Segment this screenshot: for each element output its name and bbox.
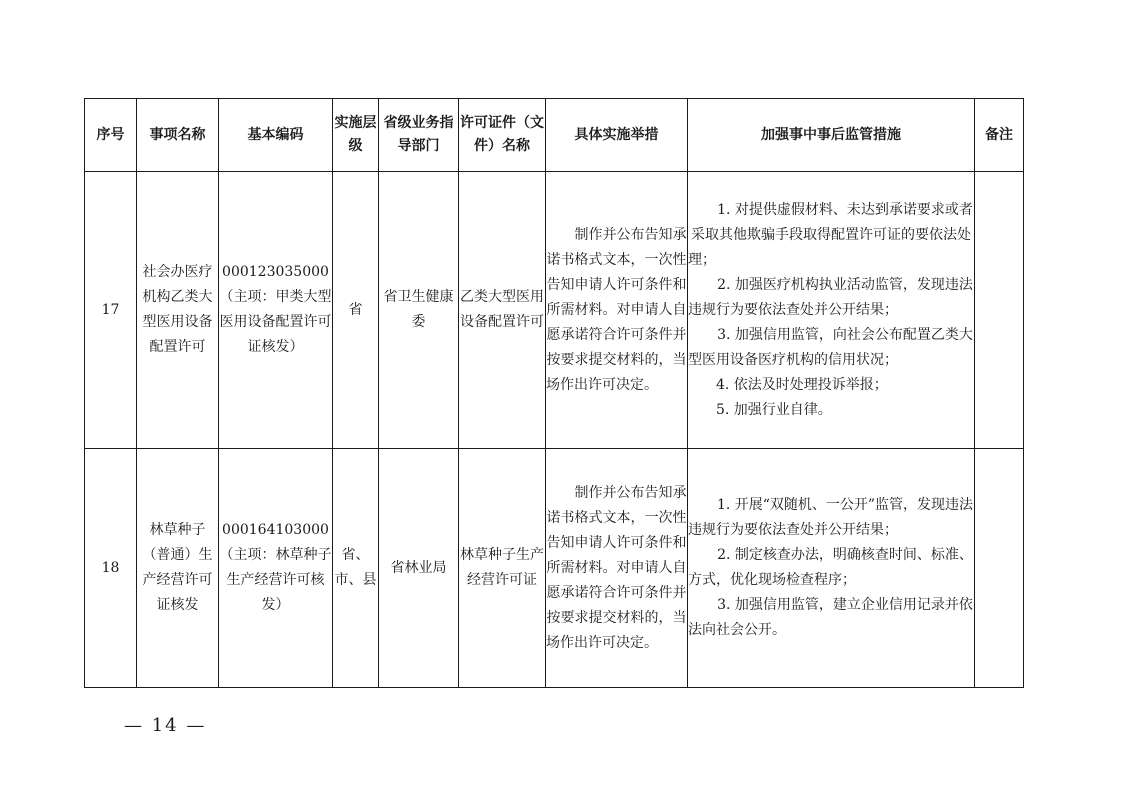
row-implementation: 制作并公布告知承诺书格式文本，一次性告知申请人许可条件和所需材料。对申请人自愿承诺符合许可条件并按要求提交材料的，当场作出许可决定。 <box>546 449 688 688</box>
row-level: 省、市、县 <box>333 449 379 688</box>
measure-item: 3. 加强信用监管，建立企业信用记录并依法向社会公开。 <box>688 597 973 638</box>
row-seq: 17 <box>85 172 137 449</box>
table-row <box>85 172 1024 449</box>
row-implementation: 制作并公布告知承诺书格式文本，一次性告知申请人许可条件和所需材料。对申请人自愿承诺符合许可条件并按要求提交材料的，当场作出许可决定。 <box>546 172 688 449</box>
row-measures <box>688 172 975 449</box>
measure-item: 1. 对提供虚假材料、未达到承诺要求或者采取其他欺骗手段取得配置许可证的要依法处理； <box>688 201 973 268</box>
header-license: 许可证件（文件）名称 <box>459 99 546 172</box>
header-implementation: 具体实施举措 <box>546 99 688 172</box>
measure-item: 4. 依法及时处理投诉举报； <box>716 376 888 393</box>
header-remarks: 备注 <box>975 99 1024 172</box>
page-number: — 14 — <box>124 715 207 736</box>
header-name: 事项名称 <box>137 99 219 172</box>
row-basic-code: 000123035000（主项：甲类大型医用设备配置许可证核发） <box>219 172 333 449</box>
row-license-name: 乙类大型医用设备配置许可 <box>459 172 546 449</box>
row-remarks <box>975 172 1024 449</box>
header-measures: 加强事中事后监管措施 <box>688 99 975 172</box>
measure-item: 1. 开展“双随机、一公开”监管，发现违法违规行为要依法查处并公开结果； <box>688 497 974 538</box>
header-level: 实施层级 <box>333 99 379 172</box>
row-department: 省卫生健康委 <box>379 172 459 449</box>
row-measures <box>688 449 975 688</box>
header-seq: 序号 <box>85 99 137 172</box>
measure-item: 2. 制定核查办法，明确核查时间、标准、方式，优化现场检查程序； <box>688 547 973 588</box>
row-remarks <box>975 449 1024 688</box>
row-basic-code: 000164103000（主项：林草种子生产经营许可核发） <box>219 449 333 688</box>
measure-item: 2. 加强医疗机构执业活动监管，发现违法违规行为要依法查处并公开结果； <box>688 276 973 318</box>
row-item-name: 林草种子（普通）生产经营许可证核发 <box>137 449 219 688</box>
row-license-name: 林草种子生产经营许可证 <box>459 449 546 688</box>
row-item-name: 社会办医疗机构乙类大型医用设备配置许可 <box>137 172 219 449</box>
measure-item: 3. 加强信用监管，向社会公布配置乙类大型医用设备医疗机构的信用状况； <box>688 326 973 368</box>
header-code: 基本编码 <box>219 99 333 172</box>
regulation-table <box>84 98 1024 688</box>
header-dept: 省级业务指导部门 <box>379 99 459 172</box>
row-department: 省林业局 <box>379 449 459 688</box>
measure-item: 5. 加强行业自律。 <box>716 401 832 418</box>
table-row <box>85 449 1024 688</box>
header-row <box>85 99 1024 172</box>
row-level: 省 <box>333 172 379 449</box>
row-seq: 18 <box>85 449 137 688</box>
